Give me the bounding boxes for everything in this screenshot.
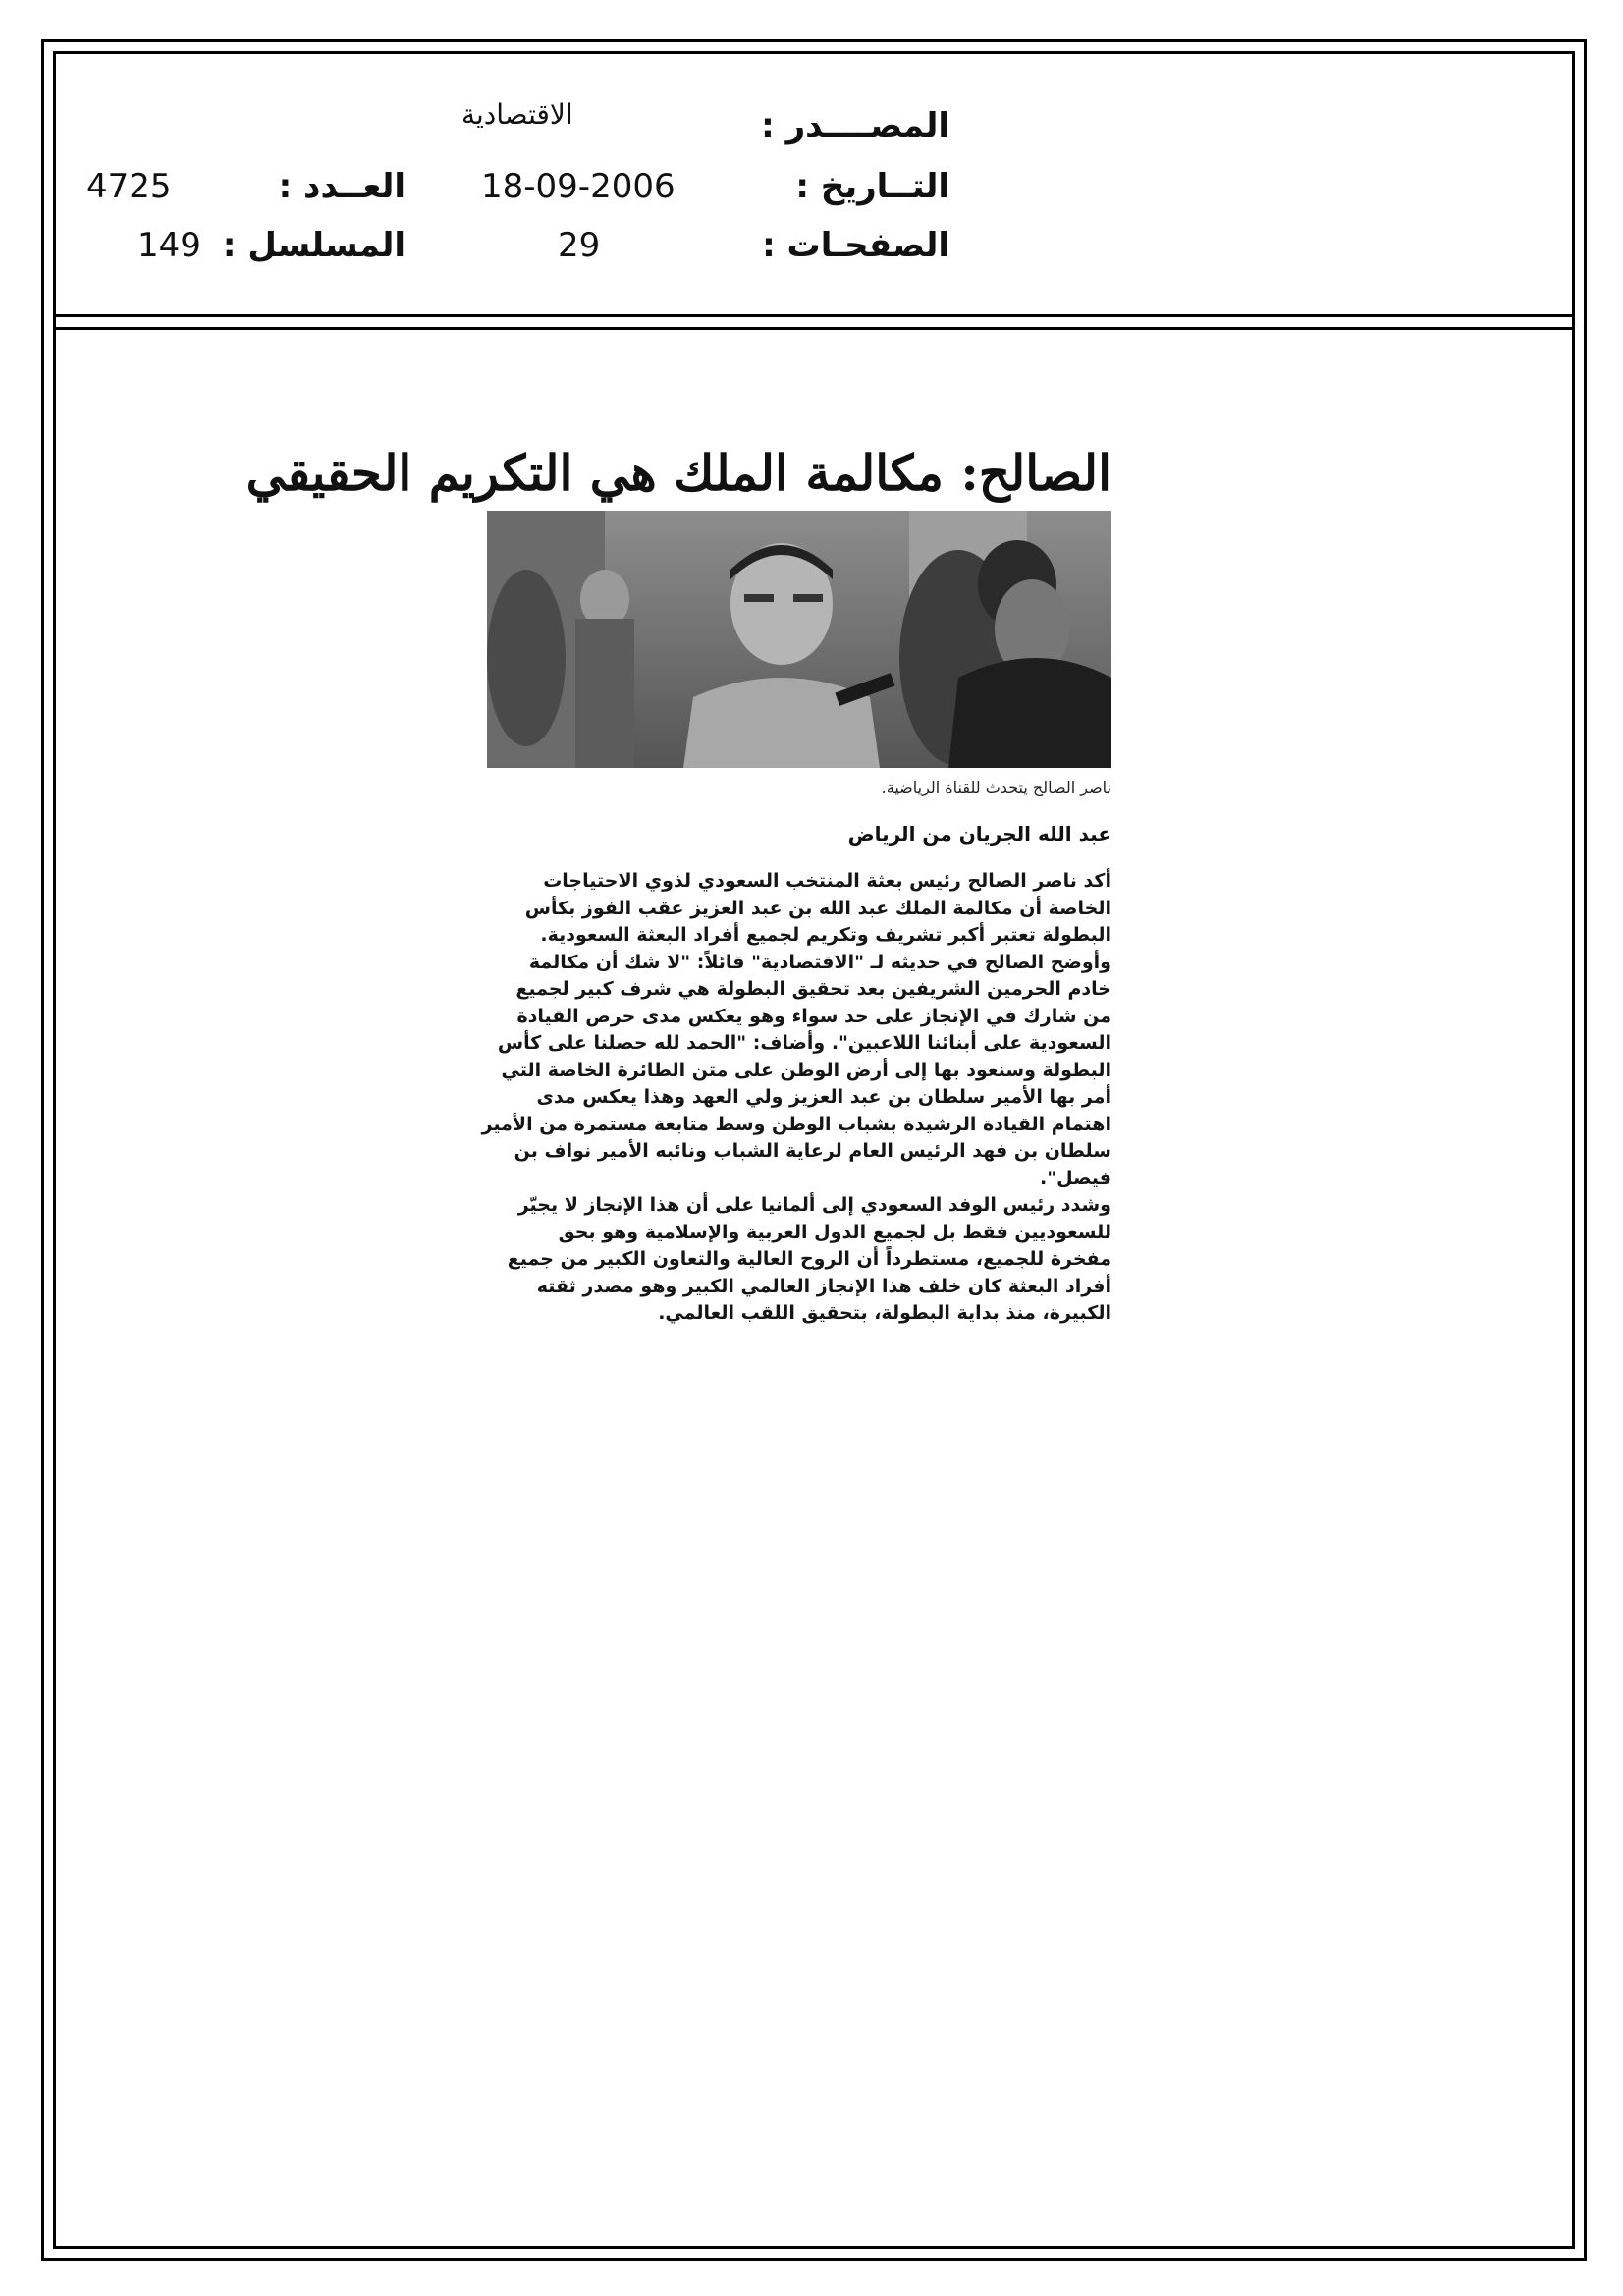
source-label: المصــــدر : — [761, 106, 949, 145]
article-line: البطولة تعتبر أكبر تشريف وتكريم لجميع أفراد البعثة السعودية. — [540, 924, 1111, 946]
pages-label: الصفحـات : — [762, 226, 949, 265]
article-photo — [487, 511, 1111, 768]
article-line: خادم الحرمين الشريفين بعد تحقيق البطولة هي شرف كبير لجميع — [515, 978, 1111, 1000]
article-line: أمر بها الأمير سلطان بن عبد العزيز ولي العهد وهذا يعكس مدى — [536, 1086, 1111, 1108]
article-line: وأوضح الصالح في حديثه لـ "الاقتصادية" قائلاً: "لا شك أن مكالمة — [528, 951, 1111, 973]
article-body — [475, 868, 1111, 1328]
article-line: اهتمام القيادة الرشيدة بشباب الوطن وسط متابعة مستمرة من الأمير — [481, 1113, 1111, 1135]
date-value: 18-09-2006 — [481, 167, 676, 206]
issue-label: العــدد : — [278, 167, 406, 206]
article-line: البطولة وسنعود بها إلى أرض الوطن على متن الطائرة الخاصة التي — [501, 1059, 1111, 1081]
issue-value: 4725 — [86, 167, 172, 206]
article-line: أكد ناصر الصالح رئيس بعثة المنتخب السعودي لذوي الاحتياجات — [543, 870, 1111, 892]
photo-caption: ناصر الصالح يتحدث للقناة الرياضية. — [881, 778, 1111, 796]
article-line: من شارك في الإنجاز على حد سواء وهو يعكس مدى حرص القيادة — [516, 1005, 1111, 1027]
newspaper-clipping — [245, 424, 1111, 1357]
article-byline: عبد الله الجريان من الرياض — [847, 822, 1111, 846]
date-label: التــاريخ : — [795, 167, 949, 206]
article-line: وشدد رئيس الوفد السعودي إلى ألمانيا على أن هذا الإنجاز لا يجيّر — [517, 1194, 1111, 1216]
article-line: الكبيرة، منذ بداية البطولة، بتحقيق اللقب العالمي. — [658, 1302, 1111, 1324]
serial-value: 149 — [137, 226, 201, 265]
article-line: فيصل". — [1040, 1167, 1111, 1189]
serial-label: المسلسل : — [222, 226, 406, 265]
article-line: الخاصة أن مكالمة الملك عبد الله بن عبد العزيز عقب الفوز بكأس — [524, 897, 1111, 919]
header-divider-bottom — [53, 327, 1575, 330]
article-line: للسعوديين فقط بل لجميع الدول العربية والإسلامية وهو بحق — [558, 1221, 1111, 1243]
source-value: الاقتصادية — [461, 98, 573, 131]
header-divider-top — [53, 314, 1575, 317]
article-line: السعودية على أبنائنا اللاعبين". وأضاف: "الحمد لله حصلنا على كأس — [497, 1032, 1111, 1054]
article-line: أفراد البعثة كان خلف هذا الإنجاز العالمي الكبير وهو مصدر ثقته — [536, 1275, 1111, 1297]
article-line: سلطان بن فهد الرئيس العام لرعاية الشباب ونائبه الأمير نواف بن — [514, 1140, 1111, 1162]
pages-value: 29 — [558, 226, 601, 265]
article-line: مفخرة للجميع، مستطرداً أن الروح العالية والتعاون الكبير من جميع — [507, 1248, 1111, 1270]
article-headline: الصالح: مكالمة الملك هي التكريم الحقيقي — [245, 444, 1111, 502]
